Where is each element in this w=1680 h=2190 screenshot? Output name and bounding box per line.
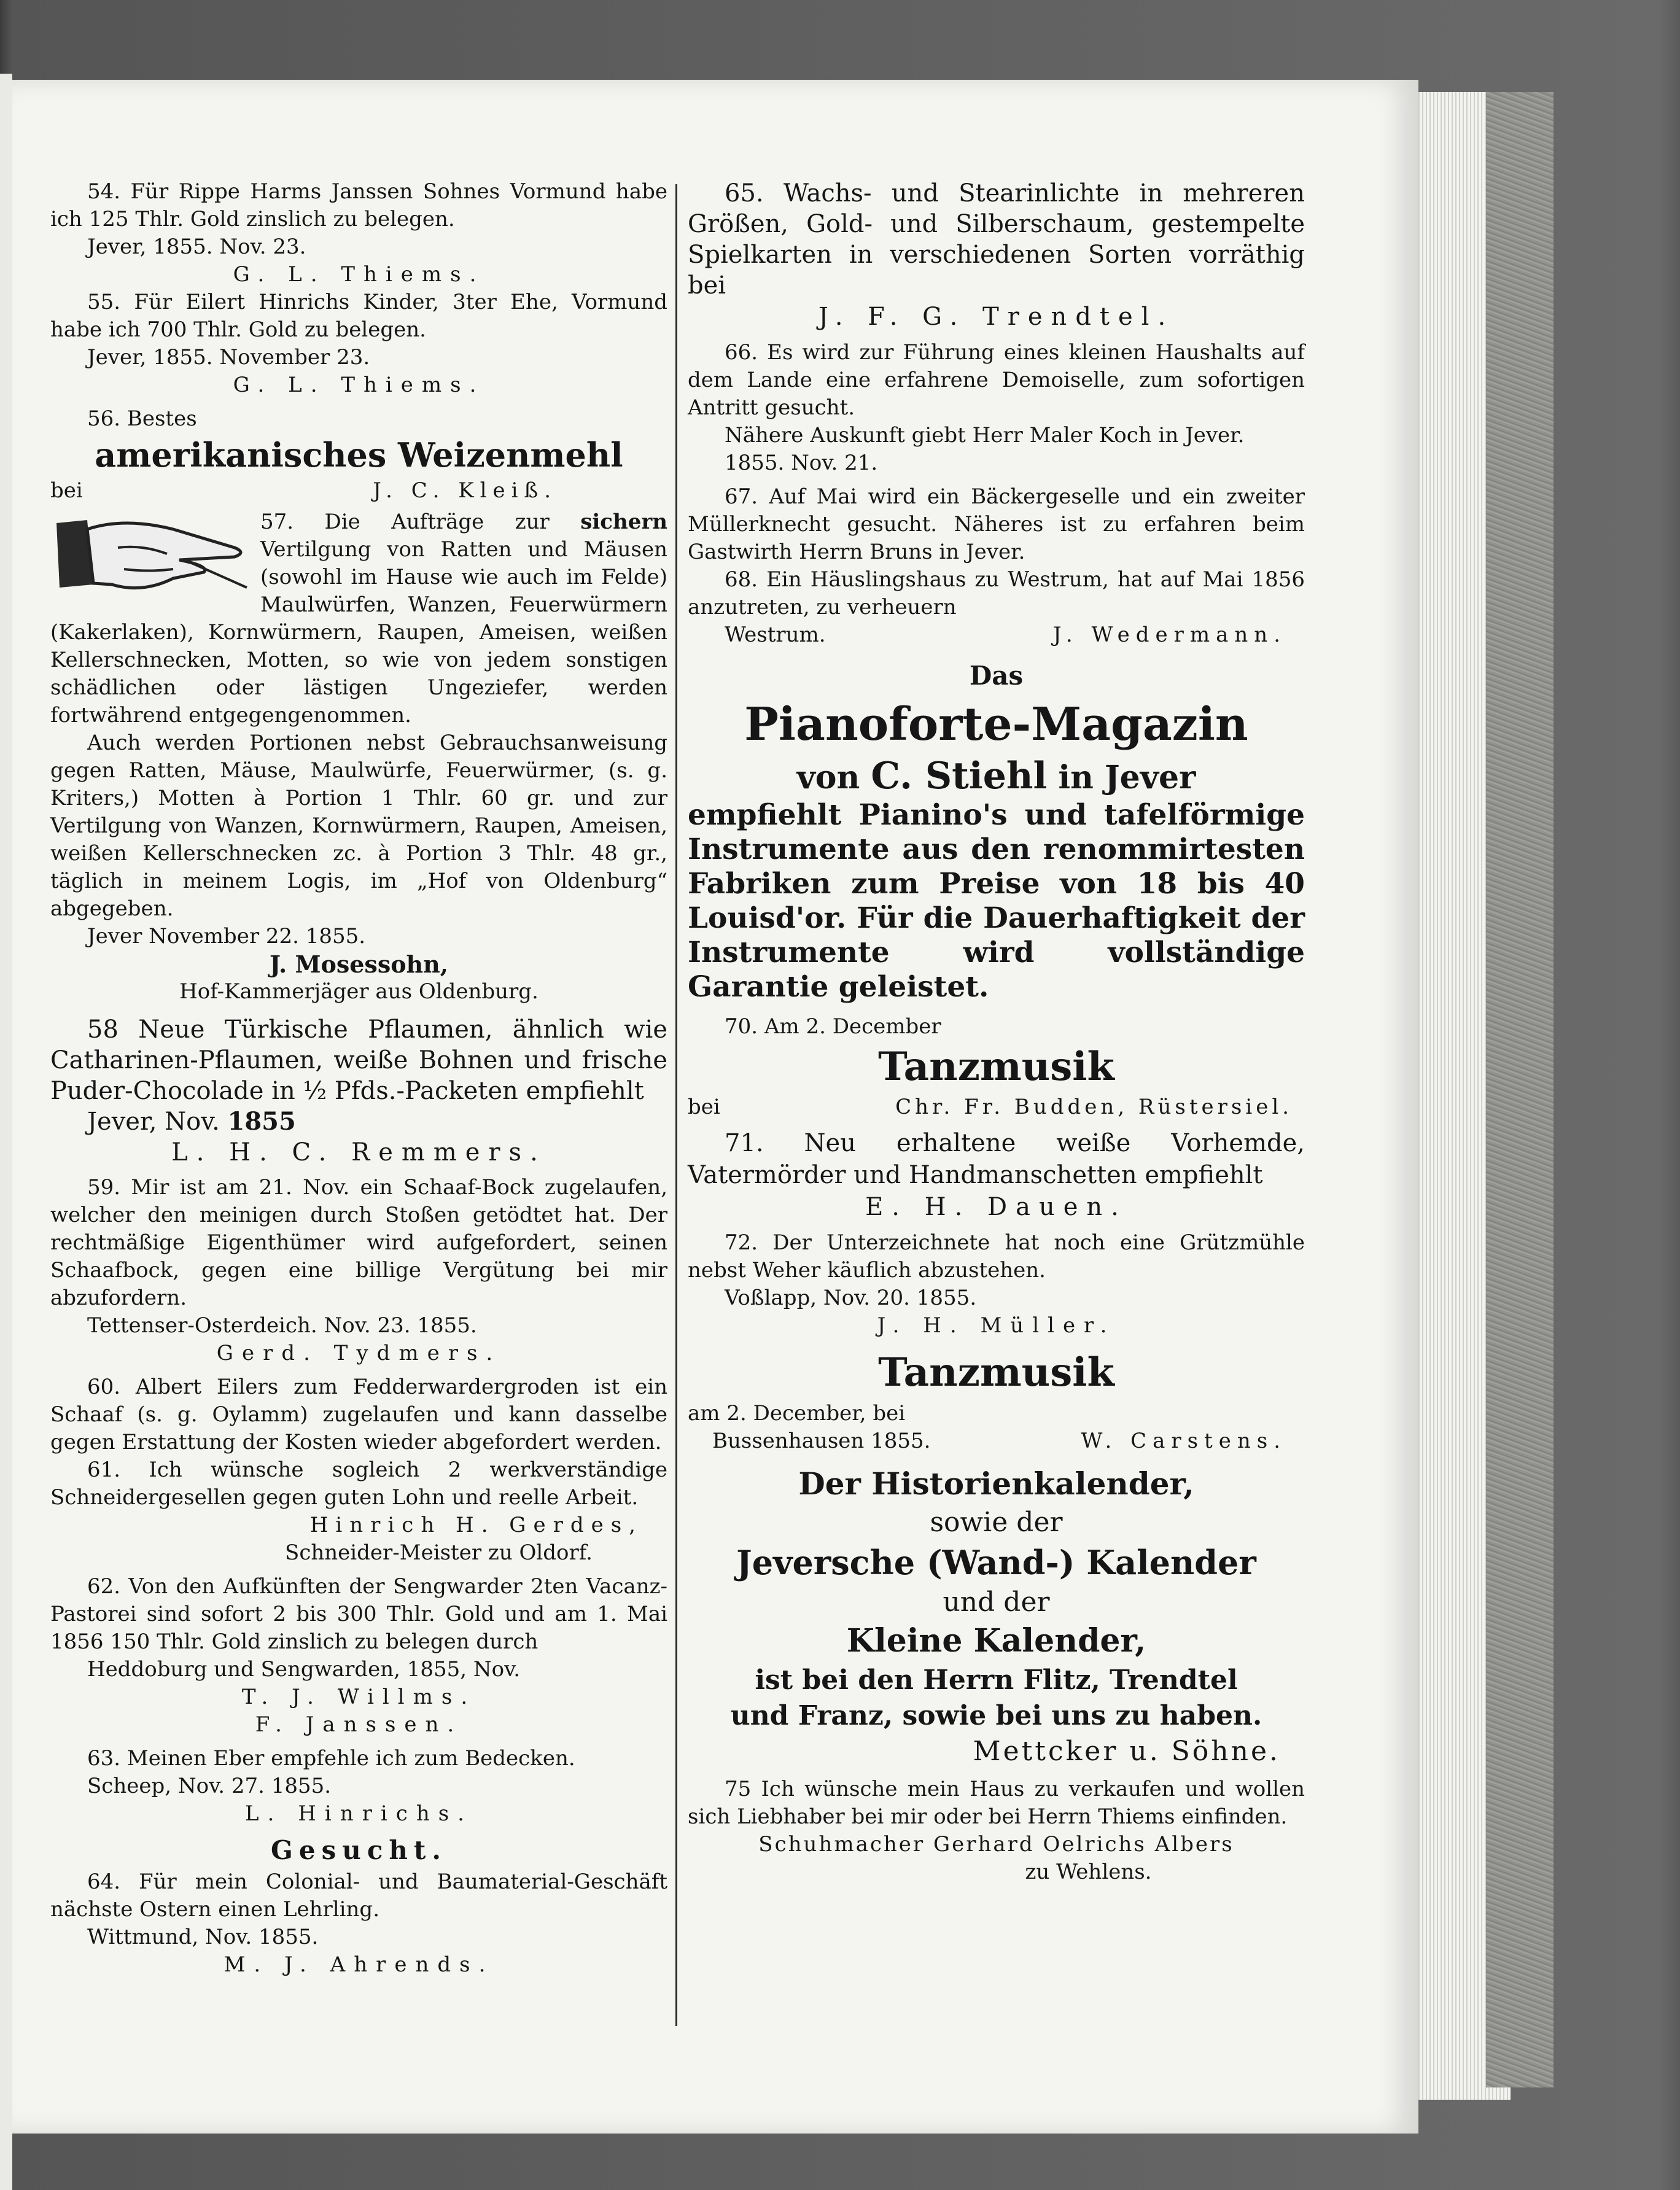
right-column [688,178,1305,1886]
ad-68 [688,566,1305,649]
ad-date: Tettenser-Osterdeich. Nov. 23. 1855. [87,1313,477,1338]
ad-61 [50,1456,667,1567]
ad-67 [688,483,1305,566]
ad-number: 56. Bestes [87,406,197,431]
ad-signature: G. L. Thiems. [233,262,485,287]
ad-text: 61. Ich wünsche sogleich 2 werkverständige Schneidergesellen gegen guten Lohn und reelle Arbeit. [50,1458,667,1510]
ad-line-7: und Franz, sowie bei uns zu haben. [730,1700,1262,1731]
ad-bei: bei [688,1095,720,1119]
ad-56 [50,405,667,505]
ad-60 [50,1373,667,1456]
ad-place: Westrum. [725,623,826,647]
ad-text: 75 Ich wünsche mein Haus zu verkaufen und wollen sich Liebhaber bei mir oder bei Herrn Thiems einfinden. [688,1777,1305,1829]
ad-line-1: Der Historienkalender, [798,1466,1194,1502]
book-cover [1486,92,1554,2087]
pointing-hand-icon [50,511,253,603]
ad-55 [50,289,667,399]
ad-piano [688,659,1305,1004]
ad-signature: J. C. Kleiß. [373,478,557,503]
ad-text: 63. Meinen Eber empfehle ich zum Bedecken. [87,1746,575,1771]
ad-headline: Tanzmusik [878,1349,1114,1396]
ad-date: Scheep, Nov. 27. 1855. [87,1774,332,1798]
ad-date: Jever, 1855. Nov. 23. [87,235,306,259]
ad-subline-lead: von [796,759,871,796]
ad-headline: amerikanisches Weizenmehl [95,435,623,475]
ad-signature: M. J. Ahrends. [224,1952,494,1977]
ad-headline: Gesucht. [271,1835,447,1865]
ad-text: 70. Am 2. December [725,1014,941,1039]
ad-subline-rest: in Jever [1047,759,1196,796]
ad-subline-name: C. Stiehl [871,755,1048,798]
ad-text-2: Nähere Auskunft giebt Herr Maler Koch in Jever. [725,423,1245,448]
ad-text: 67. Auf Mai wird ein Bäckergeselle und ein zweiter Müllerknecht gesucht. Näheres ist zu erfahren beim Gastwirth Herrn Bruns in Jever. [688,484,1305,564]
ad-signature: G. L. Thiems. [233,373,485,397]
ad-line-3: Jeversche (Wand-) Kalender [736,1543,1256,1582]
ad-signature-1: T. J. Willms. [241,1685,476,1709]
ad-body: empfiehlt Pianino's und tafelförmige Instrumente aus den renommirtesten Fabriken zum Preise von 18 bis 40 Louisd'or. Für die Dauerhaftigkeit der Instrumente wird vollständige Garantie geleistet. [688,798,1305,1004]
ad-signature: Schuhmacher Gerhard Oelrichs Albers [758,1832,1234,1857]
ad-date-year: 1855 [227,1107,296,1136]
ad-date: 1855. Nov. 21. [725,451,878,475]
ad-date-lead: Jever, Nov. [87,1108,228,1136]
ad-text-rest: Vertilgung von Ratten und Mäusen (sowohl im Hause wie auch im Felde) Maulwürfen, Wanzen, Feuerwürmern (Kakerlaken), Kornwürmern, Raupen, Ameisen, weißen Kellerschnecken, Motten, so wie von jedem sonstigen schädlichen oder lästigen Ungeziefer, werden fortwährend entgegengenommen. [50,537,667,728]
ad-subline [688,756,1305,798]
ad-headline: Tanzmusik [878,1044,1114,1090]
ad-64 [50,1834,667,1979]
ad-66 [688,339,1305,477]
ad-71 [688,1127,1305,1223]
ad-text: 68. Ein Häuslingshaus zu Westrum, hat auf Mai 1856 anzutreten, zu verheuern [688,567,1305,619]
ad-signature: J. H. Müller. [877,1313,1116,1338]
ad-place: Bussenhausen 1855. [712,1429,931,1453]
ad-signature-sub: Hof-Kammerjäger aus Oldenburg. [179,979,539,1004]
ad-text: 59. Mir ist am 21. Nov. ein Schaaf-Bock zugelaufen, welcher den meinigen durch Stoßen getödtet hat. Der rechtmäßige Eigenthümer wird aufgefordert, seinen Schaafbock, gegen eine billige Vergütung bei mir abzufordern. [50,1175,667,1310]
ad-signature: J. Wedermann. [1052,623,1286,647]
ad-kalender [688,1464,1305,1769]
ad-text: 71. Neu erhaltene weiße Vorhemde, Vatermörder und Handmanschetten empfiehlt [688,1129,1305,1189]
column-divider [675,184,677,2026]
ad-signature: L. Hinrichs. [245,1801,473,1826]
ad-72 [688,1229,1305,1340]
ad-signature: J. F. G. Trendtel. [818,303,1175,331]
ad-line-5: Kleine Kalender, [846,1622,1146,1660]
ad-text-lead: 57. Die Aufträge zur [260,510,581,534]
ad-text-2: Auch werden Portionen nebst Gebrauchsanweisung gegen Ratten, Mäuse, Maulwürfe, Feuerwürmer, (s. g. Kriters,) Motten à Portion 1 Thlr. 60 gr. und zur Vertilgung von Wanzen, Kornwürmern, Raupen, Ameisen, weißen Kellerschnecken zc. à Portion 3 Thlr. 48 gr., täglich in meinem Logis, im „Hof von Oldenburg“ abgegeben. [50,731,667,921]
ad-62 [50,1573,667,1739]
ad-bei: bei [50,478,83,503]
ad-signature: E. H. Dauen. [865,1193,1127,1221]
ad-signature: L. H. C. Remmers. [171,1138,546,1167]
facing-page-edge [0,74,12,2190]
ad-65 [688,178,1305,333]
ad-signature: Chr. Fr. Budden, Rüstersiel. [895,1095,1293,1119]
ad-signature: J. Mosessohn, [269,950,449,978]
ad-date: Jever, 1855. November 23. [87,345,370,370]
ad-text: 62. Von den Aufkünften der Sengwarder 2ten Vacanz-Pastorei sind sofort 2 bis 300 Thlr. Gold und am 1. Mai 1856 150 Thlr. Gold zinslich zu belegen durch [50,1574,667,1654]
ad-text: 65. Wachs- und Stearinlichte in mehreren Größen, Gold- und Silberschaum, gestempelte Spielkarten in verschiedenen Sorten vorräthig bei [688,179,1305,300]
ad-signature: Gerd. Tydmers. [216,1341,502,1365]
ad-58 [50,1014,667,1168]
ad-text: 58 Neue Türkische Pflaumen, ähnlich wie Catharinen-Pflaumen, weiße Bohnen und frische Puder-Chocolade in ½ Pfds.-Packeten empfiehlt [50,1015,667,1105]
ad-75 [688,1776,1305,1886]
ad-signature-sub: zu Wehlens. [1025,1860,1152,1884]
ad-text: 60. Albert Eilers zum Fedderwardergroden ist ein Schaaf (s. g. Oylamm) zugelaufen und kann dasselbe gegen Erstattung der Kosten wieder abgefordert werden. [50,1375,667,1454]
ad-54 [50,178,667,289]
ad-headline: Pianoforte-Magazin [744,698,1248,751]
ad-signature-sub: Schneider-Meister zu Oldorf. [285,1540,593,1565]
ad-70 [688,1013,1305,1121]
ad-date: Voßlapp, Nov. 20. 1855. [725,1286,977,1310]
ad-date: Heddoburg und Sengwarden, 1855, Nov. [87,1657,521,1682]
ad-signature: W. Carstens. [1081,1429,1286,1453]
left-column [50,178,667,1979]
ad-das: Das [969,661,1024,691]
ad-text: 64. Für mein Colonial- und Baumaterial-Geschäft nächste Ostern einen Lehrling. [50,1870,667,1922]
ad-text-bold: sichern [580,510,667,534]
ad-line-4: und der [943,1586,1050,1618]
ad-signature-2: F. Janssen. [255,1712,463,1737]
ad-line-2: sowie der [930,1507,1063,1538]
ad-text: am 2. December, bei [688,1401,906,1426]
ad-signature: Hinrich H. Gerdes, [309,1513,643,1537]
ad-63 [50,1745,667,1828]
ad-date: Jever November 22. 1855. [87,924,366,949]
ad-59 [50,1174,667,1367]
ad-text: 66. Es wird zur Führung eines kleinen Haushalts auf dem Lande eine erfahrene Demoiselle, zum sofortigen Antritt gesucht. [688,340,1305,420]
ad-signature: Mettcker u. Söhne. [973,1736,1280,1767]
ad-date [50,1106,667,1137]
ad-date: Wittmund, Nov. 1855. [87,1925,319,1949]
ad-text: 72. Der Unterzeichnete hat noch eine Grützmühle nebst Weher käuflich abzustehen. [688,1230,1305,1283]
ad-text: 54. Für Rippe Harms Janssen Sohnes Vormund habe ich 125 Thlr. Gold zinslich zu belegen. [50,179,667,231]
ad-tanzmusik-2 [688,1348,1305,1455]
ad-line-6: ist bei den Herrn Flitz, Trendtel [755,1664,1238,1696]
ad-57 [50,508,667,1006]
newspaper-page [12,80,1418,2134]
ad-text: 55. Für Eilert Hinrichs Kinder, 3ter Ehe, Vormund habe ich 700 Thlr. Gold zu belegen. [50,290,667,342]
